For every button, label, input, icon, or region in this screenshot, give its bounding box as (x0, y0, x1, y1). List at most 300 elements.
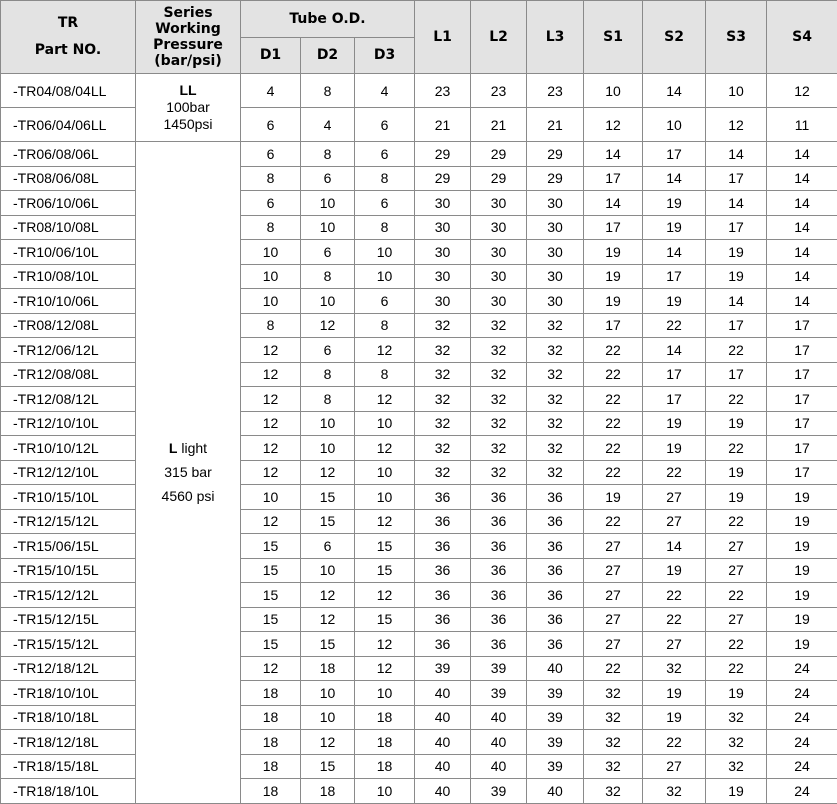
l3-cell: 21 (527, 108, 584, 142)
table-row (1, 754, 837, 779)
s3-cell: 22 (706, 387, 767, 412)
l1-cell: 36 (415, 558, 471, 583)
d2-cell: 8 (301, 362, 355, 387)
l2-cell: 36 (471, 509, 527, 534)
part-number-header (1, 1, 136, 74)
s2-cell: 19 (643, 558, 706, 583)
d1-cell: 18 (241, 705, 301, 730)
d2-cell: 10 (301, 681, 355, 706)
s2-cell: 22 (643, 730, 706, 755)
series-header-line2: Working (136, 21, 240, 37)
d3-cell: 8 (355, 313, 415, 338)
d3-cell: 12 (355, 387, 415, 412)
d3-cell: 12 (355, 509, 415, 534)
s2-cell: 17 (643, 387, 706, 412)
s1-cell: 32 (584, 705, 643, 730)
series-ll-code: LL (136, 82, 240, 99)
s2-cell: 19 (643, 705, 706, 730)
s2-cell: 14 (643, 534, 706, 559)
d2-cell: 12 (301, 730, 355, 755)
d1-cell: 15 (241, 583, 301, 608)
d2-cell: 12 (301, 460, 355, 485)
l3-cell: 39 (527, 681, 584, 706)
part-number-cell: -TR18/15/18L (1, 754, 136, 779)
s1-cell: 32 (584, 681, 643, 706)
l3-cell: 40 (527, 656, 584, 681)
d3-cell: 8 (355, 362, 415, 387)
d1-cell: 12 (241, 436, 301, 461)
d2-cell: 8 (301, 142, 355, 167)
l2-cell: 36 (471, 632, 527, 657)
d1-cell: 8 (241, 313, 301, 338)
l2-cell: 36 (471, 583, 527, 608)
d3-cell: 12 (355, 632, 415, 657)
d1-cell: 15 (241, 534, 301, 559)
l1-cell: 29 (415, 142, 471, 167)
d2-cell: 10 (301, 411, 355, 436)
part-number-cell: -TR15/10/15L (1, 558, 136, 583)
l3-cell: 32 (527, 362, 584, 387)
s4-cell: 19 (767, 583, 837, 608)
d2-cell: 6 (301, 240, 355, 265)
s4-cell: 17 (767, 387, 837, 412)
s4-cell: 14 (767, 166, 837, 191)
s2-header: S2 (643, 1, 706, 74)
s3-cell: 19 (706, 240, 767, 265)
l1-cell: 30 (415, 289, 471, 314)
s2-cell: 17 (643, 142, 706, 167)
l3-cell: 32 (527, 338, 584, 363)
series-ll-cell (136, 74, 241, 142)
s2-cell: 10 (643, 108, 706, 142)
s1-cell: 32 (584, 779, 643, 804)
s4-cell: 17 (767, 436, 837, 461)
table-row (1, 509, 837, 534)
d3-cell: 10 (355, 485, 415, 510)
d2-cell: 12 (301, 607, 355, 632)
table-row (1, 705, 837, 730)
s4-cell: 17 (767, 313, 837, 338)
s2-cell: 19 (643, 215, 706, 240)
d1-cell: 10 (241, 240, 301, 265)
d3-cell: 10 (355, 411, 415, 436)
s4-cell: 17 (767, 362, 837, 387)
part-number-cell: -TR10/15/10L (1, 485, 136, 510)
table-row (1, 362, 837, 387)
table-row (1, 681, 837, 706)
d1-cell: 6 (241, 142, 301, 167)
l2-cell: 32 (471, 460, 527, 485)
s1-cell: 22 (584, 460, 643, 485)
series-header-line4: (bar/psi) (136, 53, 240, 69)
s3-cell: 19 (706, 411, 767, 436)
table-row (1, 74, 837, 108)
s1-cell: 10 (584, 74, 643, 108)
part-number-cell: -TR15/15/12L (1, 632, 136, 657)
s1-cell: 14 (584, 191, 643, 216)
d3-cell: 18 (355, 754, 415, 779)
l1-cell: 30 (415, 191, 471, 216)
s3-cell: 19 (706, 460, 767, 485)
d1-cell: 12 (241, 362, 301, 387)
s3-header: S3 (706, 1, 767, 74)
l2-cell: 36 (471, 607, 527, 632)
d1-cell: 6 (241, 108, 301, 142)
part-number-cell: -TR12/15/12L (1, 509, 136, 534)
l1-cell: 30 (415, 264, 471, 289)
l3-cell: 39 (527, 730, 584, 755)
l1-cell: 40 (415, 754, 471, 779)
s4-cell: 11 (767, 108, 837, 142)
d2-cell: 15 (301, 485, 355, 510)
table-row (1, 387, 837, 412)
s2-cell: 22 (643, 460, 706, 485)
d1-cell: 10 (241, 264, 301, 289)
s1-cell: 27 (584, 607, 643, 632)
s1-cell: 22 (584, 656, 643, 681)
d3-cell: 15 (355, 558, 415, 583)
s3-cell: 19 (706, 485, 767, 510)
s2-cell: 14 (643, 240, 706, 265)
d2-cell: 4 (301, 108, 355, 142)
l2-cell: 36 (471, 558, 527, 583)
d1-cell: 10 (241, 485, 301, 510)
l3-cell: 40 (527, 779, 584, 804)
d1-cell: 4 (241, 74, 301, 108)
table-row (1, 166, 837, 191)
d2-cell: 6 (301, 338, 355, 363)
series-l-word: light (177, 440, 207, 456)
s2-cell: 27 (643, 632, 706, 657)
s1-cell: 14 (584, 142, 643, 167)
s2-cell: 17 (643, 264, 706, 289)
l1-cell: 32 (415, 362, 471, 387)
d1-cell: 8 (241, 166, 301, 191)
l3-cell: 29 (527, 142, 584, 167)
l2-cell: 39 (471, 779, 527, 804)
d1-cell: 12 (241, 509, 301, 534)
table-row (1, 730, 837, 755)
l2-cell: 23 (471, 74, 527, 108)
s2-cell: 19 (643, 289, 706, 314)
d2-header: D2 (301, 38, 355, 74)
l3-cell: 30 (527, 215, 584, 240)
s4-cell: 14 (767, 142, 837, 167)
d3-cell: 4 (355, 74, 415, 108)
d1-cell: 12 (241, 411, 301, 436)
table-row (1, 632, 837, 657)
d2-cell: 8 (301, 74, 355, 108)
d2-cell: 10 (301, 436, 355, 461)
l2-cell: 39 (471, 656, 527, 681)
d3-cell: 12 (355, 583, 415, 608)
table-row (1, 191, 837, 216)
l2-cell: 30 (471, 240, 527, 265)
s4-cell: 12 (767, 74, 837, 108)
s3-cell: 14 (706, 289, 767, 314)
l1-cell: 32 (415, 460, 471, 485)
part-number-cell: -TR08/06/08L (1, 166, 136, 191)
series-header-line3: Pressure (136, 37, 240, 53)
s2-cell: 14 (643, 74, 706, 108)
part-number-cell: -TR10/10/12L (1, 436, 136, 461)
tube-od-header: Tube O.D. (241, 1, 415, 38)
l2-cell: 40 (471, 730, 527, 755)
s3-cell: 19 (706, 681, 767, 706)
s1-cell: 19 (584, 289, 643, 314)
s3-cell: 17 (706, 166, 767, 191)
s4-cell: 14 (767, 215, 837, 240)
part-number-cell: -TR18/10/10L (1, 681, 136, 706)
table-row (1, 607, 837, 632)
s4-cell: 14 (767, 191, 837, 216)
l1-cell: 30 (415, 215, 471, 240)
l3-cell: 29 (527, 166, 584, 191)
d2-cell: 18 (301, 656, 355, 681)
s1-cell: 32 (584, 730, 643, 755)
d2-cell: 8 (301, 387, 355, 412)
l1-cell: 21 (415, 108, 471, 142)
s2-cell: 14 (643, 338, 706, 363)
l2-cell: 32 (471, 313, 527, 338)
s2-cell: 27 (643, 754, 706, 779)
l2-cell: 32 (471, 387, 527, 412)
l1-cell: 36 (415, 583, 471, 608)
part-number-cell: -TR08/10/08L (1, 215, 136, 240)
l1-cell: 40 (415, 681, 471, 706)
table-row (1, 436, 837, 461)
s4-cell: 19 (767, 534, 837, 559)
l2-cell: 30 (471, 215, 527, 240)
s4-cell: 24 (767, 705, 837, 730)
d2-cell: 12 (301, 583, 355, 608)
s2-cell: 22 (643, 313, 706, 338)
s3-cell: 22 (706, 338, 767, 363)
s3-cell: 19 (706, 264, 767, 289)
s4-cell: 19 (767, 485, 837, 510)
s2-cell: 32 (643, 779, 706, 804)
d1-cell: 6 (241, 191, 301, 216)
l2-cell: 39 (471, 681, 527, 706)
l3-cell: 32 (527, 460, 584, 485)
s3-cell: 14 (706, 191, 767, 216)
s1-cell: 19 (584, 485, 643, 510)
d2-cell: 10 (301, 289, 355, 314)
d2-cell: 10 (301, 705, 355, 730)
part-header-line1: TR (1, 15, 135, 32)
d3-cell: 15 (355, 607, 415, 632)
l3-cell: 32 (527, 387, 584, 412)
s1-cell: 12 (584, 108, 643, 142)
table-row (1, 142, 837, 167)
table-row (1, 108, 837, 142)
part-header-line2: Part NO. (1, 42, 135, 59)
s3-cell: 17 (706, 313, 767, 338)
part-number-cell: -TR12/08/08L (1, 362, 136, 387)
d3-cell: 15 (355, 534, 415, 559)
s1-cell: 27 (584, 558, 643, 583)
d3-header: D3 (355, 38, 415, 74)
s2-cell: 22 (643, 607, 706, 632)
s4-cell: 19 (767, 632, 837, 657)
s3-cell: 22 (706, 656, 767, 681)
s4-cell: 24 (767, 681, 837, 706)
d2-cell: 8 (301, 264, 355, 289)
d3-cell: 10 (355, 264, 415, 289)
l2-cell: 30 (471, 264, 527, 289)
s1-cell: 22 (584, 509, 643, 534)
s2-cell: 32 (643, 656, 706, 681)
part-number-cell: -TR12/08/12L (1, 387, 136, 412)
s2-cell: 27 (643, 485, 706, 510)
s2-cell: 22 (643, 583, 706, 608)
table-row (1, 779, 837, 804)
d2-cell: 10 (301, 191, 355, 216)
s4-cell: 19 (767, 558, 837, 583)
s1-cell: 22 (584, 436, 643, 461)
s1-cell: 17 (584, 313, 643, 338)
part-number-cell: -TR10/10/06L (1, 289, 136, 314)
s4-cell: 24 (767, 730, 837, 755)
l1-cell: 32 (415, 411, 471, 436)
l3-cell: 30 (527, 191, 584, 216)
d2-cell: 18 (301, 779, 355, 804)
table-row (1, 338, 837, 363)
s3-cell: 32 (706, 705, 767, 730)
part-number-cell: -TR12/18/12L (1, 656, 136, 681)
s1-cell: 17 (584, 215, 643, 240)
part-number-cell: -TR06/08/06L (1, 142, 136, 167)
series-header-line1: Series (136, 5, 240, 21)
d3-cell: 6 (355, 289, 415, 314)
d1-cell: 18 (241, 754, 301, 779)
s4-cell: 19 (767, 607, 837, 632)
d3-cell: 10 (355, 460, 415, 485)
s2-cell: 27 (643, 509, 706, 534)
l1-cell: 40 (415, 730, 471, 755)
l1-cell: 36 (415, 485, 471, 510)
l1-cell: 32 (415, 338, 471, 363)
s1-cell: 19 (584, 240, 643, 265)
l3-header: L3 (527, 1, 584, 74)
l3-cell: 36 (527, 607, 584, 632)
table-row (1, 411, 837, 436)
d1-cell: 15 (241, 607, 301, 632)
part-number-cell: -TR15/06/15L (1, 534, 136, 559)
part-number-cell: -TR06/04/06LL (1, 108, 136, 142)
d2-cell: 10 (301, 558, 355, 583)
part-number-cell: -TR04/08/04LL (1, 74, 136, 108)
s4-cell: 17 (767, 338, 837, 363)
l1-cell: 36 (415, 632, 471, 657)
l1-header: L1 (415, 1, 471, 74)
table-row (1, 558, 837, 583)
table-row (1, 583, 837, 608)
l1-cell: 36 (415, 509, 471, 534)
part-number-cell: -TR18/10/18L (1, 705, 136, 730)
part-number-cell: -TR15/12/12L (1, 583, 136, 608)
d2-cell: 10 (301, 215, 355, 240)
l3-cell: 39 (527, 705, 584, 730)
part-number-cell: -TR12/10/10L (1, 411, 136, 436)
s4-cell: 24 (767, 754, 837, 779)
d1-header: D1 (241, 38, 301, 74)
table-row (1, 240, 837, 265)
l3-cell: 36 (527, 558, 584, 583)
l3-cell: 36 (527, 485, 584, 510)
d3-cell: 10 (355, 779, 415, 804)
l2-cell: 32 (471, 436, 527, 461)
table-row (1, 289, 837, 314)
l2-cell: 32 (471, 411, 527, 436)
table-header (1, 1, 837, 74)
l1-cell: 40 (415, 705, 471, 730)
s2-cell: 19 (643, 436, 706, 461)
l3-cell: 30 (527, 240, 584, 265)
part-number-cell: -TR06/10/06L (1, 191, 136, 216)
d2-cell: 15 (301, 509, 355, 534)
l2-cell: 32 (471, 362, 527, 387)
l3-cell: 36 (527, 632, 584, 657)
l1-cell: 40 (415, 779, 471, 804)
l3-cell: 30 (527, 289, 584, 314)
d3-cell: 8 (355, 215, 415, 240)
s4-cell: 19 (767, 509, 837, 534)
s1-cell: 22 (584, 338, 643, 363)
s1-cell: 22 (584, 362, 643, 387)
s3-cell: 19 (706, 779, 767, 804)
s1-cell: 27 (584, 632, 643, 657)
l3-cell: 39 (527, 754, 584, 779)
s1-cell: 27 (584, 534, 643, 559)
series-l-psi: 4560 psi (136, 484, 240, 508)
s2-cell: 19 (643, 411, 706, 436)
table-row (1, 313, 837, 338)
d3-cell: 10 (355, 681, 415, 706)
l1-cell: 23 (415, 74, 471, 108)
l2-cell: 32 (471, 338, 527, 363)
s4-cell: 17 (767, 411, 837, 436)
d3-cell: 12 (355, 656, 415, 681)
s3-cell: 10 (706, 74, 767, 108)
d2-cell: 12 (301, 313, 355, 338)
s3-cell: 27 (706, 607, 767, 632)
d1-cell: 18 (241, 730, 301, 755)
s3-cell: 32 (706, 730, 767, 755)
d2-cell: 6 (301, 166, 355, 191)
part-number-cell: -TR18/12/18L (1, 730, 136, 755)
d1-cell: 15 (241, 558, 301, 583)
s3-cell: 22 (706, 436, 767, 461)
s3-cell: 22 (706, 583, 767, 608)
l1-cell: 36 (415, 534, 471, 559)
table-row (1, 534, 837, 559)
s3-cell: 17 (706, 215, 767, 240)
s3-cell: 27 (706, 558, 767, 583)
l3-cell: 36 (527, 534, 584, 559)
s3-cell: 12 (706, 108, 767, 142)
d3-cell: 6 (355, 108, 415, 142)
l3-cell: 36 (527, 509, 584, 534)
d1-cell: 12 (241, 656, 301, 681)
l1-cell: 39 (415, 656, 471, 681)
l2-cell: 30 (471, 191, 527, 216)
l3-cell: 32 (527, 411, 584, 436)
d1-cell: 10 (241, 289, 301, 314)
l1-cell: 32 (415, 313, 471, 338)
d3-cell: 12 (355, 338, 415, 363)
series-l-code: L (169, 440, 178, 456)
